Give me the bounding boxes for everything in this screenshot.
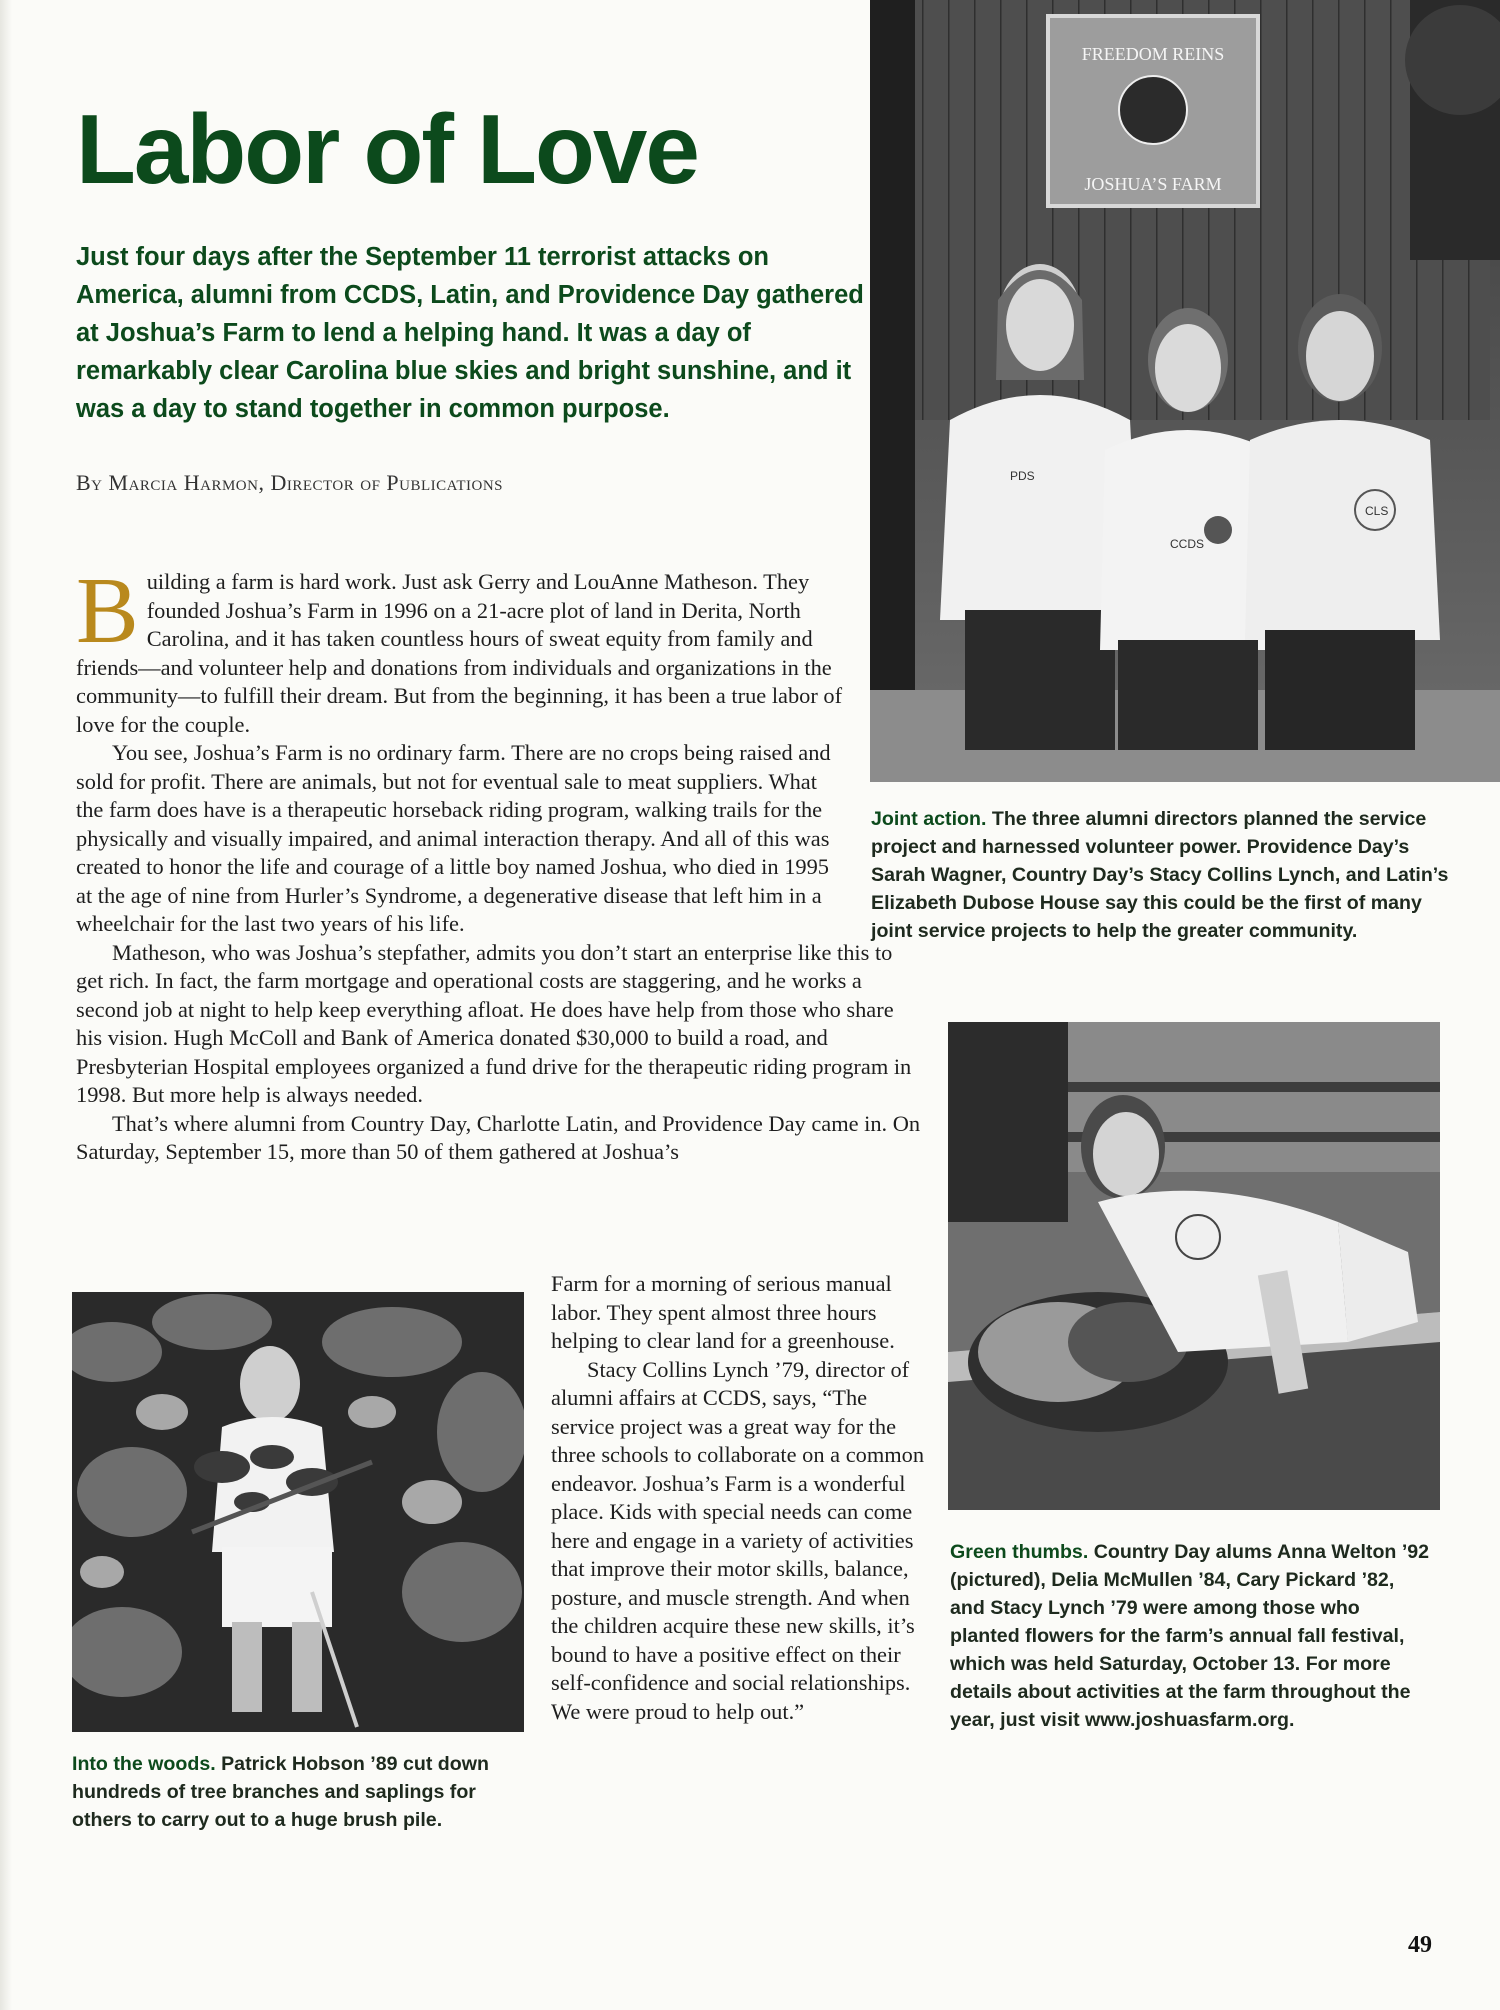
article-intro: Just four days after the September 11 terrorist attacks on America, alumni from CCDS, Latin, and Providence Day gathered at Joshua’s Farm to lend a helping hand. It was a day of remarkably clear Carolina blue skies and bright sunshine, and it was a day to stand together in common purpose. (76, 243, 864, 423)
paragraph-4: That’s where alumni from Country Day, Charlotte Latin, and Providence Day came in. On Saturday, September 15, more than 50 of them gathered at Joshua’s (76, 1110, 921, 1164)
caption-green-thumbs (950, 1538, 1430, 1734)
paragraph-1-text: uilding a farm is hard work. Just ask Gerry and LouAnne Matheson. They founded Joshua’s Farm in 1996 on a 21-acre plot of land in Derita, North Carolina, and it has taken countless hours of sweat equity from family and friends—and volunteer help and donations from individuals and organizations in the community—to fulfill their dream. But from the beginning, it has been a true labor of love for the couple. (76, 569, 843, 737)
caption-into-the-woods (72, 1750, 532, 1834)
caption-green-thumbs-lead: Green thumbs. (950, 1541, 1089, 1563)
caption-green-thumbs-text: Country Day alums Anna Welton ’92 (pictured), Delia McMullen ’84, Cary Pickard ’82, and Stacy Lynch ’79 were among those who planted flowers for the farm’s annual fall festival, which was held Saturday, October 13. For more details about activities at the farm throughout the year, just visit www.joshuasfarm.org. (950, 1541, 1430, 1731)
sign-text-top: FREEDOM REINS (1081, 44, 1225, 64)
shirt-logo-right: CLS (1365, 504, 1389, 518)
photo-alumni-directors-image (870, 0, 1500, 782)
caption-joint-action-text: The three alumni directors planned the service project and harnessed volunteer power. Providence Day’s Sarah Wagner, Country Day’s Stacy Collins Lynch, and Latin’s Elizabeth Dubose House say this could be the first of many joint service projects to help the greater community. (871, 808, 1449, 942)
paragraph-3: Matheson, who was Joshua’s stepfather, admits you don’t start an enterprise like this to get rich. In fact, the farm mortgage and operational costs are staggering, and he works a second job at night to help keep everything afloat. He does have help from those who share his vision. Hugh McColl and Bank of America donated $30,000 to build a road, and Presbyterian Hospital employees organized a fund drive for the therapeutic riding program in 1998. But more help is always needed. (76, 939, 912, 1107)
photo-into-the-woods-image (72, 1292, 524, 1732)
article-body-narrow (551, 1270, 926, 1726)
sign-text-bottom: JOSHUA’S FARM (1084, 174, 1222, 194)
drop-cap: B (76, 559, 139, 663)
shirt-logo-left: PDS (1010, 469, 1035, 483)
article-body-main (76, 559, 921, 1167)
photo-into-the-woods (72, 1292, 524, 1732)
page-number: 49 (1408, 1932, 1432, 1958)
photo-green-thumbs-image (948, 1022, 1440, 1510)
caption-into-the-woods-lead: Into the woods. (72, 1753, 216, 1775)
paragraph-5: Stacy Collins Lynch ’79, director of alumni affairs at CCDS, says, “The service project was a great way for the three schools to collaborate on a common endeavor. Joshua’s Farm is a wonderful place. Kids with special needs can come here and engage in a variety of activities that improve their motor skills, balance, posture, and muscle strength. And when the children acquire these new skills, it’s bound to have a positive effect on their self-confidence and social relationships. We were proud to help out.” (551, 1356, 925, 1724)
paragraph-1 (76, 559, 846, 739)
farm-sign (1048, 16, 1258, 206)
byline: By Marcia Harmon, Director of Publications (76, 470, 503, 495)
caption-joint-action-lead: Joint action. (871, 808, 987, 830)
caption-joint-action (871, 805, 1451, 945)
caption-into-the-woods-text: Patrick Hobson ’89 cut down hundreds of tree branches and saplings for others to carry out to a huge brush pile. (72, 1753, 489, 1831)
paragraph-2: You see, Joshua’s Farm is no ordinary farm. There are no crops being raised and sold for profit. There are animals, but not for eventual sale to meat suppliers. What the farm does have is a therapeutic horseback riding program, walking trails for the physically and visually impaired, and animal interaction therapy. And all of this was created to honor the life and courage of a little boy named Joshua, who died in 1995 at the age of nine from Hurler’s Syndrome, a degenerative disease that left him in a wheelchair for the last two years of his life. (76, 740, 831, 936)
photo-green-thumbs (948, 1022, 1440, 1510)
paragraph-4-continued: Farm for a morning of serious manual labor. They spent almost three hours helping to clear land for a greenhouse. (551, 1271, 895, 1353)
photo-alumni-directors (870, 0, 1500, 782)
article-title: Labor of Love (76, 94, 698, 204)
page-edge-shadow (0, 0, 12, 2010)
shirt-logo-middle: CCDS (1170, 537, 1205, 551)
